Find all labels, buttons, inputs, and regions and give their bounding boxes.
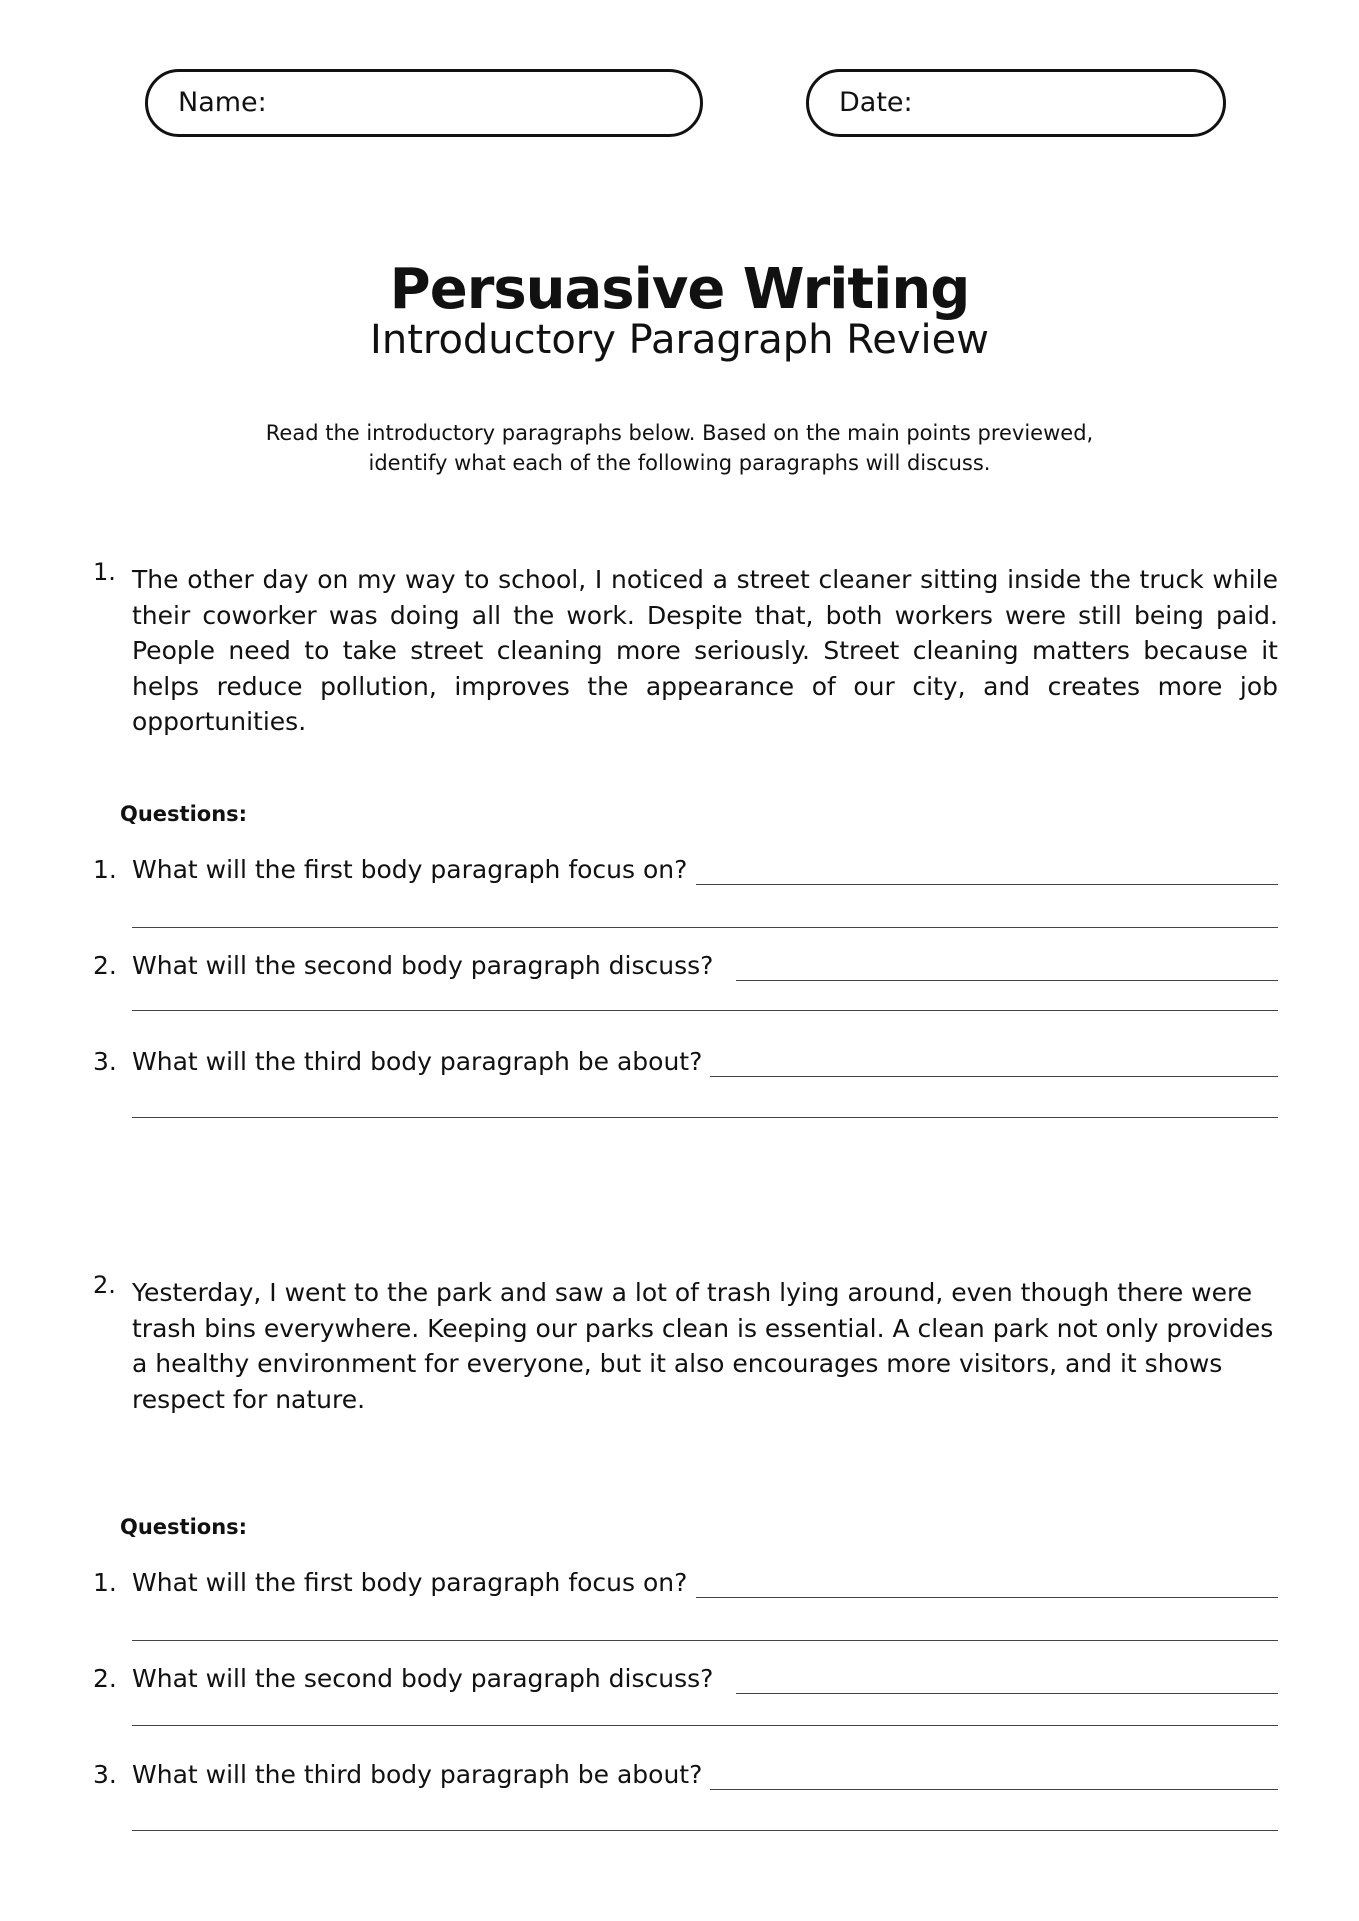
page-title: Persuasive Writing — [389, 257, 970, 322]
answer-line[interactable] — [736, 1693, 1278, 1694]
name-field[interactable] — [145, 69, 703, 137]
question-text: What will the first body paragraph focus on? — [132, 855, 688, 884]
question-1-1 — [93, 853, 1278, 943]
instructions-line-2: identify what each of the following paragraphs will discuss. — [368, 451, 991, 475]
passage-text: The other day on my way to school, I noticed a street cleaner sitting inside the truck while their coworker was doing all the work. Despite that, both workers were still being paid. People need to take street cleaning more seriously. Street cleaning matters because it helps reduce pollution, improves the appearance of our city, and creates more job opportunities. — [132, 565, 1278, 736]
question-text: What will the third body paragraph be about? — [132, 1760, 703, 1789]
question-2-2 — [93, 1662, 1278, 1752]
answer-line[interactable] — [132, 1725, 1278, 1726]
passage-1 — [93, 558, 1278, 740]
answer-line[interactable] — [132, 1640, 1278, 1641]
question-number: 1. — [93, 1568, 117, 1597]
instructions — [0, 418, 1359, 478]
question-number: 2. — [93, 1664, 117, 1693]
answer-line[interactable] — [132, 927, 1278, 928]
question-1-3 — [93, 1045, 1278, 1135]
question-2-3 — [93, 1758, 1278, 1848]
answer-line[interactable] — [696, 884, 1278, 885]
date-field[interactable] — [806, 69, 1226, 137]
question-text: What will the second body paragraph discuss? — [132, 1664, 714, 1693]
question-number: 1. — [93, 855, 117, 884]
question-number: 3. — [93, 1047, 117, 1076]
passage-number: 2. — [93, 1271, 116, 1299]
passage-2 — [93, 1271, 1278, 1417]
answer-line[interactable] — [736, 980, 1278, 981]
answer-line[interactable] — [132, 1830, 1278, 1831]
question-2-1 — [93, 1566, 1278, 1656]
question-number: 2. — [93, 951, 117, 980]
instructions-line-1: Read the introductory paragraphs below. Based on the main points previewed, — [265, 421, 1094, 445]
question-text: What will the third body paragraph be about? — [132, 1047, 703, 1076]
answer-line[interactable] — [132, 1010, 1278, 1011]
date-label: Date: — [839, 87, 913, 118]
question-text: What will the second body paragraph discuss? — [132, 951, 714, 980]
answer-line[interactable] — [696, 1597, 1278, 1598]
questions-label: Questions: — [120, 1515, 248, 1539]
answer-line[interactable] — [710, 1076, 1278, 1077]
name-label: Name: — [178, 87, 267, 118]
question-1-2 — [93, 949, 1278, 1039]
answer-line[interactable] — [132, 1117, 1278, 1118]
passage-number: 1. — [93, 558, 116, 586]
questions-label: Questions: — [120, 802, 248, 826]
question-number: 3. — [93, 1760, 117, 1789]
question-text: What will the first body paragraph focus on? — [132, 1568, 688, 1597]
answer-line[interactable] — [710, 1789, 1278, 1790]
passage-text: Yesterday, I went to the park and saw a lot of trash lying around, even though there were trash bins everywhere. Keeping our parks clean is essential. A clean park not only provides a healthy environment for everyone, but it also encourages more visitors, and it shows respect for nature. — [132, 1278, 1274, 1414]
page-subtitle: Introductory Paragraph Review — [370, 317, 989, 363]
